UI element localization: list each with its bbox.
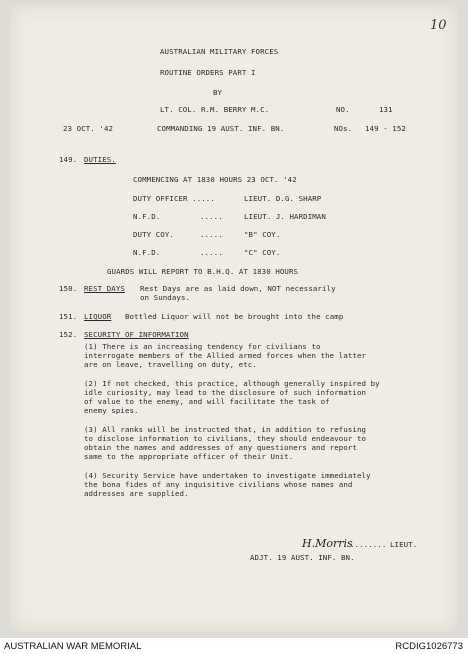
header-nos-label: NOs. (334, 124, 353, 133)
header-date: 23 OCT. '42 (63, 124, 114, 133)
duty-officer-label: DUTY OFFICER ..... (133, 194, 215, 203)
para-3-line-2: to disclose information to civilians, they should endeavour to (84, 434, 367, 443)
order-149-guards: GUARDS WILL REPORT TO B.H.Q. AT 1830 HOURS (107, 267, 299, 276)
order-152-number: 152. (59, 330, 78, 339)
nfd-dots-2: ..... (200, 248, 223, 257)
para-2-line-2: idle curiosity, may lead to the disclosure of such information (84, 388, 367, 397)
nfd-name-1: LIEUT. J. HARDIMAN (244, 212, 326, 221)
nfd-label-1: N.F.D. (133, 212, 161, 221)
order-151-title: LIQUOR (84, 312, 112, 321)
duty-coy-dots: ..... (200, 230, 223, 239)
para-3-line-1: (3) All ranks will be instructed that, in addition to refusing (84, 425, 367, 434)
para-2-line-3: of value to the enemy, and will facilitate the task of (84, 397, 330, 406)
document-page (10, 4, 458, 632)
header-unit: COMMANDING 19 AUST. INF. BN. (157, 124, 285, 133)
order-151-number: 151. (59, 312, 78, 321)
para-4-line-2: the bona fides of any inquisitive civilians whose names and (84, 480, 353, 489)
archive-credit: AUSTRALIAN WAR MEMORIAL (4, 641, 142, 652)
duty-officer-name: LIEUT. D.G. SHARP (244, 194, 322, 203)
header-commander: LT. COL. R.M. BERRY M.C. (160, 105, 270, 114)
duty-coy-name: "B" COY. (244, 230, 281, 239)
para-1-line-1: (1) There is an increasing tendency for civilians to (84, 342, 321, 351)
para-3-line-4: same to the appropriate officer of their Unit. (84, 452, 294, 461)
para-4-line-3: addresses are supplied. (84, 489, 189, 498)
signature-dots: ........ (350, 540, 387, 549)
archive-id: RCDIG1026773 (395, 641, 463, 652)
order-150-line-1: Rest Days are as laid down, NOT necessarily (140, 284, 336, 293)
order-149-number: 149. (59, 155, 78, 164)
duty-coy-label: DUTY COY. (133, 230, 174, 239)
header-force: AUSTRALIAN MILITARY FORCES (160, 47, 279, 56)
order-150-line-2: on Sundays. (140, 293, 191, 302)
para-1-line-2: interrogate members of the Allied armed forces when the latter (84, 351, 367, 360)
order-150-number: 150. (59, 284, 78, 293)
order-150-title: REST DAYS (84, 284, 125, 293)
para-4-line-1: (4) Security Service have undertaken to investigate immediately (84, 471, 371, 480)
signature-role: ADJT. 19 AUST. INF. BN. (250, 553, 355, 562)
nfd-label-2: N.F.D. (133, 248, 161, 257)
order-151-line-1: Bottled Liquor will not be brought into the camp (125, 312, 344, 321)
header-title: ROUTINE ORDERS PART I (160, 68, 256, 77)
page-number: 10 (430, 18, 447, 33)
header-nos-value: 149 - 152 (365, 124, 406, 133)
signature-rank: LIEUT. (390, 540, 418, 549)
para-2-line-4: enemy spies. (84, 406, 139, 415)
header-no-value: 131 (379, 105, 393, 114)
handwritten-signature: H.Morris (302, 537, 353, 550)
header-by: BY (213, 88, 223, 97)
para-1-line-3: are on leave, travelling on duty, etc. (84, 360, 257, 369)
nfd-name-2: "C" COY. (244, 248, 281, 257)
para-2-line-1: (2) If not checked, this practice, although generally inspired by (84, 379, 380, 388)
order-149-title: DUTIES. (84, 155, 116, 164)
para-3-line-3: obtain the names and addresses of any questioners and report (84, 443, 357, 452)
order-152-title: SECURITY OF INFORMATION (84, 330, 189, 339)
header-no-label: NO. (336, 105, 350, 114)
order-149-commencing: COMMENCING AT 1830 HOURS 23 OCT. '42 (133, 175, 297, 184)
nfd-dots-1: ..... (200, 212, 223, 221)
